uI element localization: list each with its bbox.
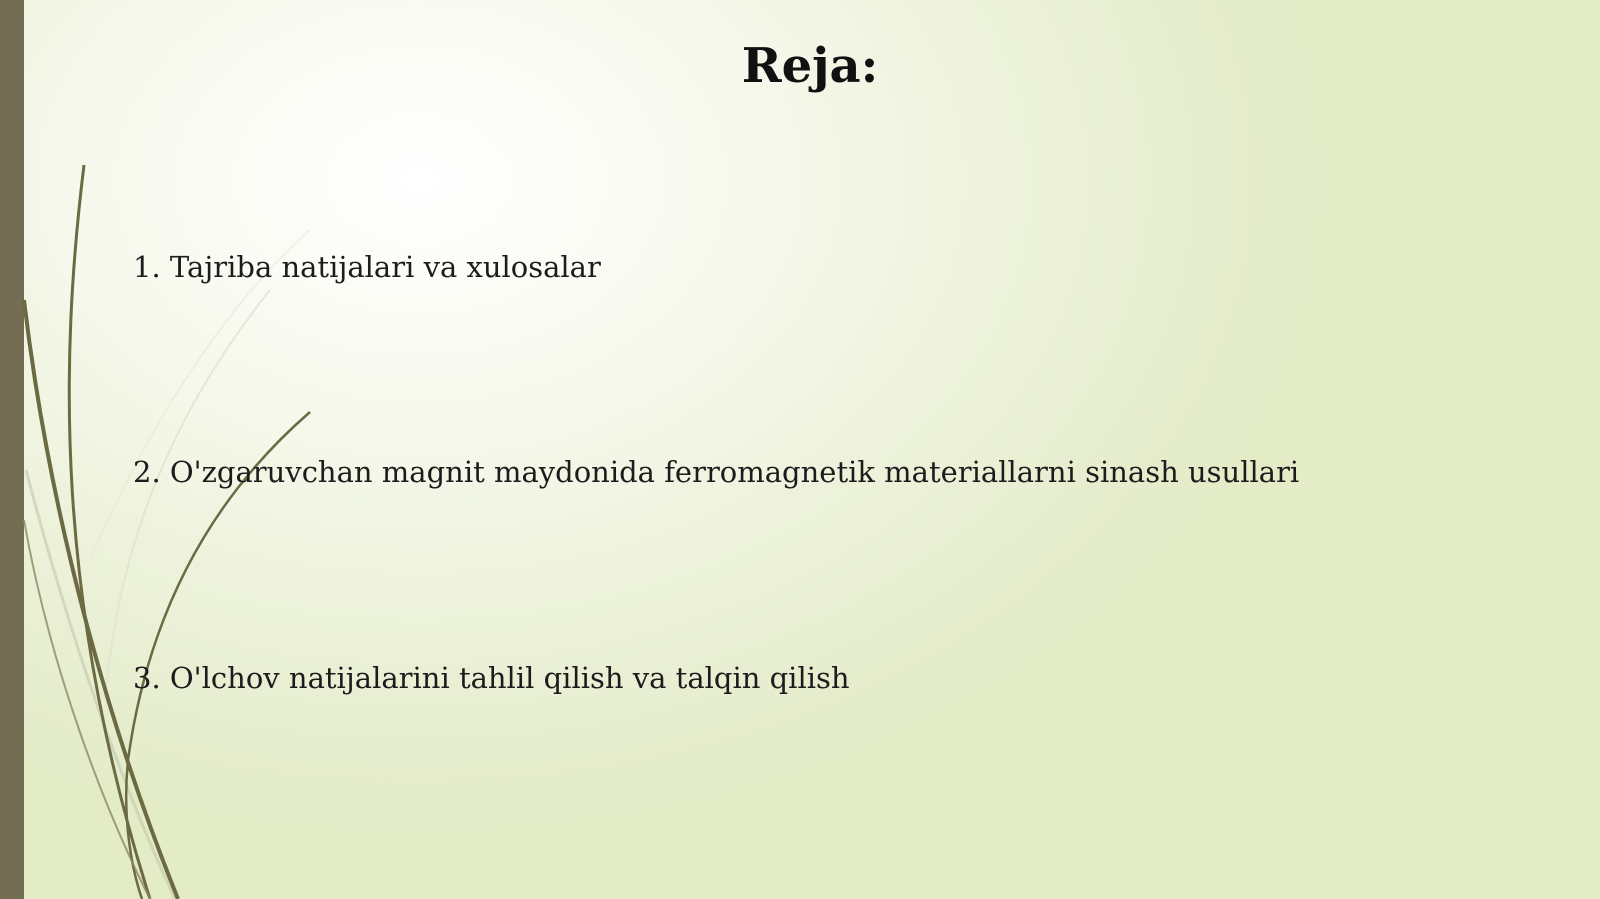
agenda-item-3: 3. O'lchov natijalarini tahlil qilish va talqin qilish <box>133 661 850 695</box>
agenda-item-2: 2. O'zgaruvchan magnit maydonida ferromagnetik materiallarni sinash usullari <box>133 455 1300 489</box>
agenda-item-1: 1. Tajriba natijalari va xulosalar <box>133 250 601 284</box>
grass-stalks-decoration <box>0 0 340 899</box>
slide-title: Reja: <box>741 38 879 94</box>
